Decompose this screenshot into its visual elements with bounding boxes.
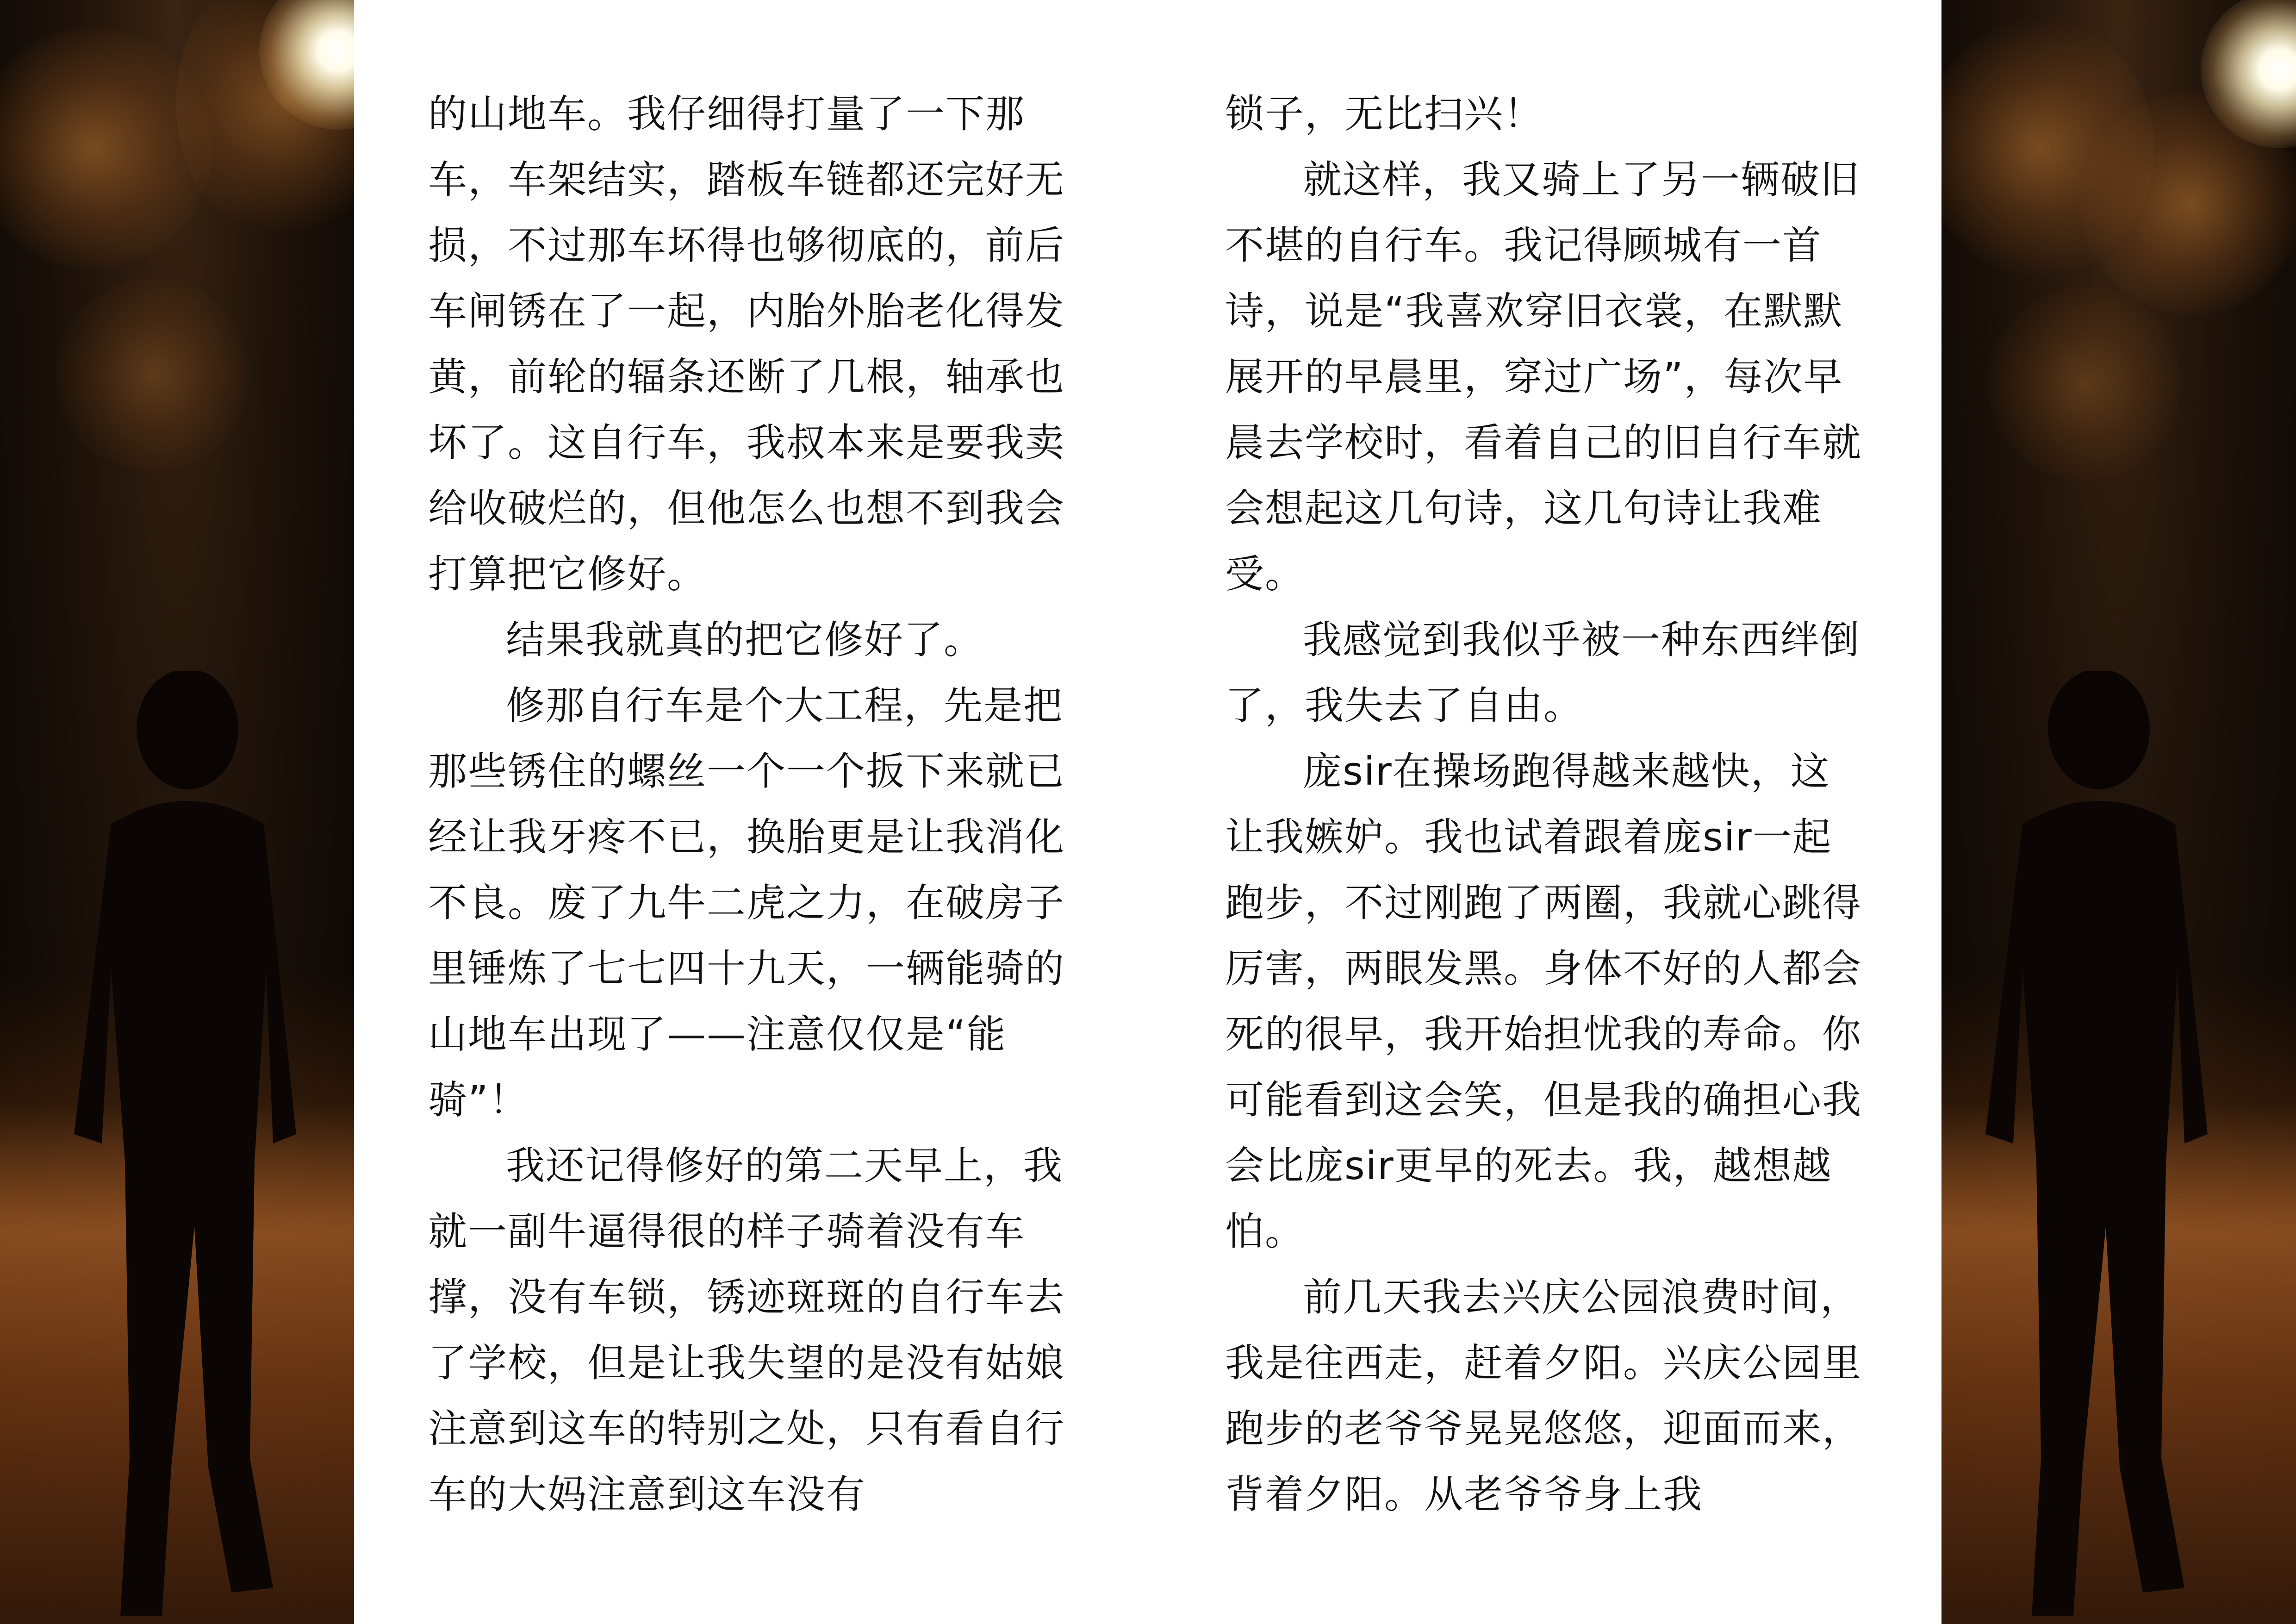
paragraph: 结果我就真的把它修好了。 bbox=[506, 617, 984, 662]
left-photo-panel bbox=[0, 0, 354, 1624]
paragraph: 我还记得修好的第二天早上，我就一副牛逼得很的样子骑着没有车撑，没有车锁，锈迹斑斑的自行车去了学校，但是让我失望的是没有姑娘注意到这车的特别之处，只有看自行车的大妈注意到这车没有 bbox=[428, 1143, 1065, 1517]
paragraph: 锁子，无比扫兴！ bbox=[1225, 91, 1544, 137]
paragraph: 庞sir在操场跑得越来越快，这让我嫉妒。我也试着跟着庞sir一起跑步，不过刚跑了两圈，我就心跳得厉害，两眼发黑。身体不好的人都会死的很早，我开始担忧我的寿命。你可能看到这会笑，但是我的确担心我会比庞sir更早的死去。我，越想越怕。 bbox=[1225, 749, 1862, 1254]
walking-person-silhouette-icon bbox=[56, 671, 315, 1624]
foliage-decoration bbox=[56, 278, 250, 472]
walking-person-silhouette-icon bbox=[1967, 671, 2226, 1624]
paragraph: 前几天我去兴庆公园浪费时间，我是往西走，赶着夕阳。兴庆公园里跑步的老爷爷晃晃悠悠，迎面而来，背着夕阳。从老爷爷身上我 bbox=[1225, 1274, 1862, 1517]
foliage-decoration bbox=[1988, 287, 2182, 481]
paragraph: 的山地车。我仔细得打量了一下那车，车架结实，踏板车链都还完好无损，不过那车坏得也够彻底的，前后车闸锈在了一起，内胎外胎老化得发黄，前轮的辐条还断了几根，轴承也坏了。这自行车，我叔本来是要我卖给收破烂的，但他怎么也想不到我会打算把它修好。 bbox=[428, 91, 1065, 597]
left-text-column bbox=[428, 81, 1067, 1527]
right-text-column bbox=[1225, 81, 1864, 1527]
paragraph: 修那自行车是个大工程，先是把那些锈住的螺丝一个一个扳下来就已经让我牙疼不已，换胎更是让我消化不良。废了九牛二虎之力，在破房子里锤炼了七七四十九天，一辆能骑的山地车出现了——注意仅仅是“能骑”！ bbox=[428, 683, 1065, 1123]
text-page bbox=[354, 0, 1941, 1624]
paragraph: 就这样，我又骑上了另一辆破旧不堪的自行车。我记得顾城有一首诗，说是“我喜欢穿旧衣裳，在默默展开的早晨里，穿过广场”，每次早晨去学校时，看着自己的旧自行车就会想起这几句诗，这几句诗让我难受。 bbox=[1225, 157, 1862, 597]
paragraph: 我感觉到我似乎被一种东西绊倒了，我失去了自由。 bbox=[1225, 617, 1860, 728]
